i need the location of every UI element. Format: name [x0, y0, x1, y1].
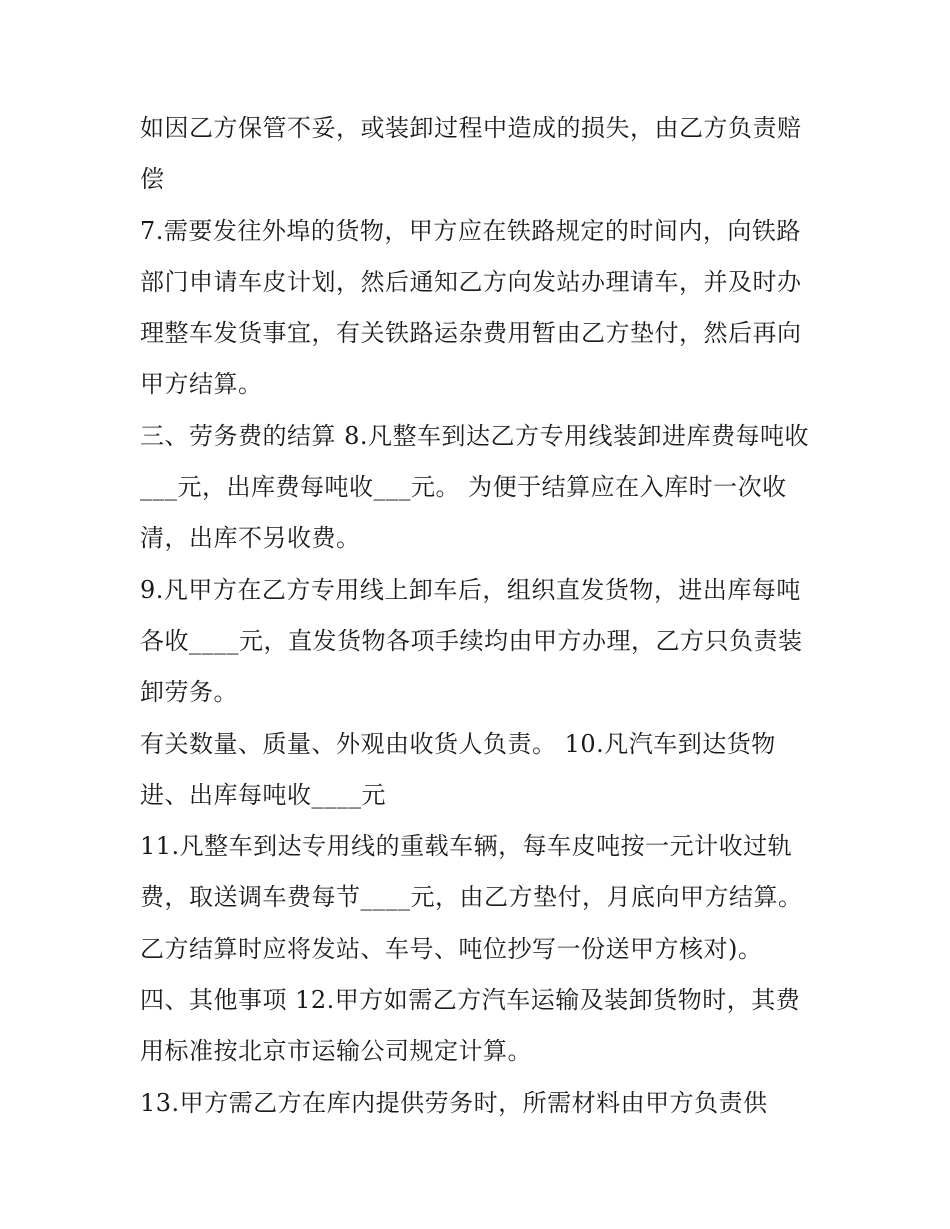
text-line: 用标准按北京市运输公司规定计算。: [140, 1037, 532, 1066]
text-line: 费，取送调车费每节____元，由乙方垫付，月底向甲方结算。: [140, 883, 803, 912]
text-line: 清，出库不另收费。: [140, 524, 361, 553]
text-line: 7.需要发往外埠的货物，甲方应在铁路规定的时间内，向铁路: [140, 216, 801, 245]
text-line: 甲方结算。: [140, 370, 263, 399]
text-line: 理整车发货事宜，有关铁路运杂费用暂由乙方垫付，然后再向: [140, 319, 802, 348]
text-line: ___元，出库费每吨收___元。 为便于结算应在入库时一次收: [140, 473, 787, 502]
text-line: 乙方结算时应将发站、车号、吨位抄写一份送甲方核对)。: [140, 934, 763, 963]
text-line: 进、出库每吨收____元: [140, 780, 386, 809]
text-line: 四、其他事项 12.甲方如需乙方汽车运输及装卸货物时，其费: [140, 986, 801, 1015]
text-line: 卸劳务。: [140, 678, 238, 707]
text-line: 9.凡甲方在乙方专用线上卸车后，组织直发货物，进出库每吨: [140, 575, 801, 604]
text-line: 各收____元，直发货物各项手续均由甲方办理，乙方只负责装: [140, 626, 803, 655]
contract-text-body: [140, 103, 820, 1129]
text-line: 三、劳务费的结算 8.凡整车到达乙方专用线装卸进库费每吨收: [140, 421, 810, 450]
text-line: 如因乙方保管不妥，或装卸过程中造成的损失，由乙方负责赔: [140, 114, 802, 142]
text-line: 偿: [140, 165, 165, 194]
text-line: 11.凡整车到达专用线的重载车辆，每车皮吨按一元计收过轨: [140, 832, 793, 861]
text-line: 部门申请车皮计划，然后通知乙方向发站办理请车，并及时办: [140, 267, 802, 296]
text-line: 有关数量、质量、外观由收货人负责。 10.凡汽车到达货物: [140, 729, 776, 758]
text-line: 13.甲方需乙方在库内提供劳务时，所需材料由甲方负责供: [140, 1088, 768, 1117]
